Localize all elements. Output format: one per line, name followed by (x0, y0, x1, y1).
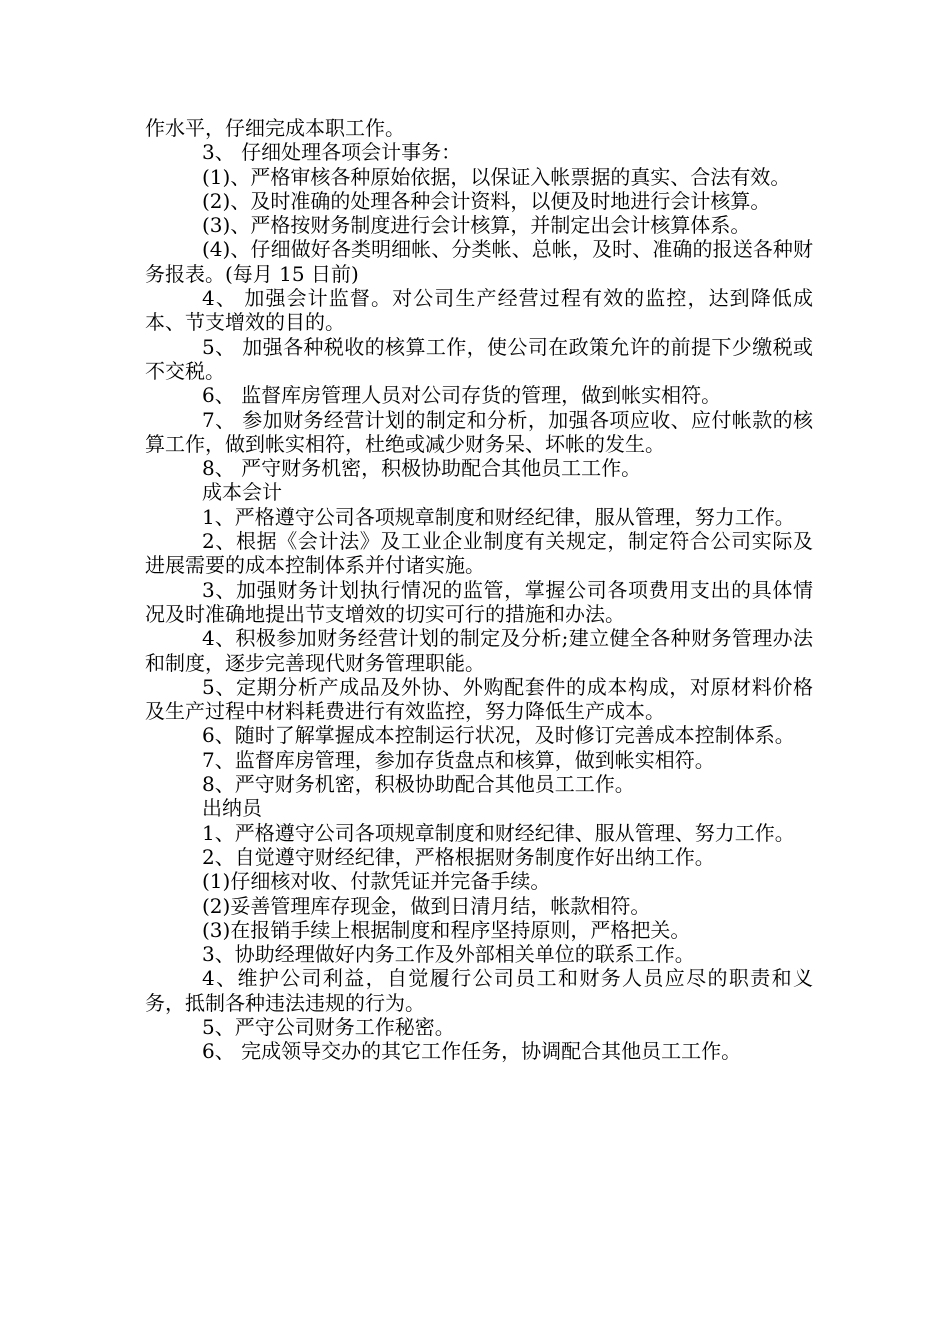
paragraph: (3)在报销手续上根据制度和程序坚持原则，严格把关。 (202, 917, 691, 942)
document-body (145, 116, 813, 1064)
paragraph: 3、 仔细处理各项会计事务： (202, 140, 462, 165)
paragraph: (1)仔细核对收、付款凭证并完备手续。 (202, 869, 551, 894)
paragraph: (2)妥善管理库存现金，做到日清月结，帐款相符。 (202, 893, 651, 918)
paragraph: (1)、严格审核各种原始依据，以保证入帐票据的真实、合法有效。 (202, 164, 791, 189)
paragraph: 3、协助经理做好内务工作及外部相关单位的联系工作。 (202, 942, 695, 967)
paragraph: 3、加强财务计划执行情况的监管，掌握公司各项费用支出的具体情况及时准确地提出节支增效的切实可行的措施和办法。 (145, 577, 813, 626)
paragraph: 6、 监督库房管理人员对公司存货的管理，做到帐实相符。 (202, 383, 722, 408)
paragraph: 作水平，仔细完成本职工作。 (145, 116, 405, 140)
paragraph: 2、自觉遵守财经纪律，严格根据财务制度作好出纳工作。 (202, 844, 715, 869)
paragraph: 7、监督库房管理，参加存货盘点和核算，做到帐实相符。 (202, 747, 715, 772)
paragraph: 5、 加强各种税收的核算工作，使公司在政策允许的前提下少缴税或不交税。 (145, 334, 813, 383)
paragraph: 5、严守公司财务工作秘密。 (202, 1014, 455, 1039)
paragraph: 5、定期分析产成品及外协、外购配套件的成本构成，对原材料价格及生产过程中材料耗费进行有效监控，努力降低生产成本。 (145, 674, 813, 724)
paragraph: (4)、仔细做好各类明细帐、分类帐、总帐，及时、准确的报送各种财务报表。(每月 15 日前) (145, 237, 813, 286)
paragraph: 4、 加强会计监督。对公司生产经营过程有效的监控，达到降低成本、节支增效的目的。 (145, 286, 813, 335)
section-heading: 成本会计 (202, 480, 282, 505)
section-heading: 出纳员 (202, 796, 262, 821)
paragraph: 8、严守财务机密，积极协助配合其他员工工作。 (202, 772, 635, 797)
paragraph: 4、积极参加财务经营计划的制定及分析;建立健全各种财务管理办法和制度，逐步完善现代财务管理职能。 (145, 626, 813, 675)
paragraph: (3)、严格按财务制度进行会计核算，并制定出会计核算体系。 (202, 213, 751, 238)
paragraph: 6、随时了解掌握成本控制运行状况，及时修订完善成本控制体系。 (202, 723, 795, 748)
paragraph: 4、维护公司利益，自觉履行公司员工和财务人员应尽的职责和义务，抵制各种违法违规的行为。 (145, 966, 813, 1015)
paragraph: 8、 严守财务机密，积极协助配合其他员工工作。 (202, 456, 642, 481)
paragraph: 1、严格遵守公司各项规章制度和财经纪律、服从管理、努力工作。 (202, 820, 795, 845)
paragraph: 2、根据《会计法》及工业企业制度有关规定，制定符合公司实际及进展需要的成本控制体系并付诸实施。 (145, 529, 813, 578)
paragraph: (2)、及时准确的处理各种会计资料，以便及时地进行会计核算。 (202, 188, 771, 213)
paragraph: 6、 完成领导交办的其它工作任务，协调配合其他员工工作。 (202, 1039, 742, 1064)
paragraph: 1、严格遵守公司各项规章制度和财经纪律，服从管理，努力工作。 (202, 504, 795, 529)
paragraph: 7、 参加财务经营计划的制定和分析，加强各项应收、应付帐款的核算工作，做到帐实相符，杜绝或减少财务呆、坏帐的发生。 (145, 407, 813, 456)
